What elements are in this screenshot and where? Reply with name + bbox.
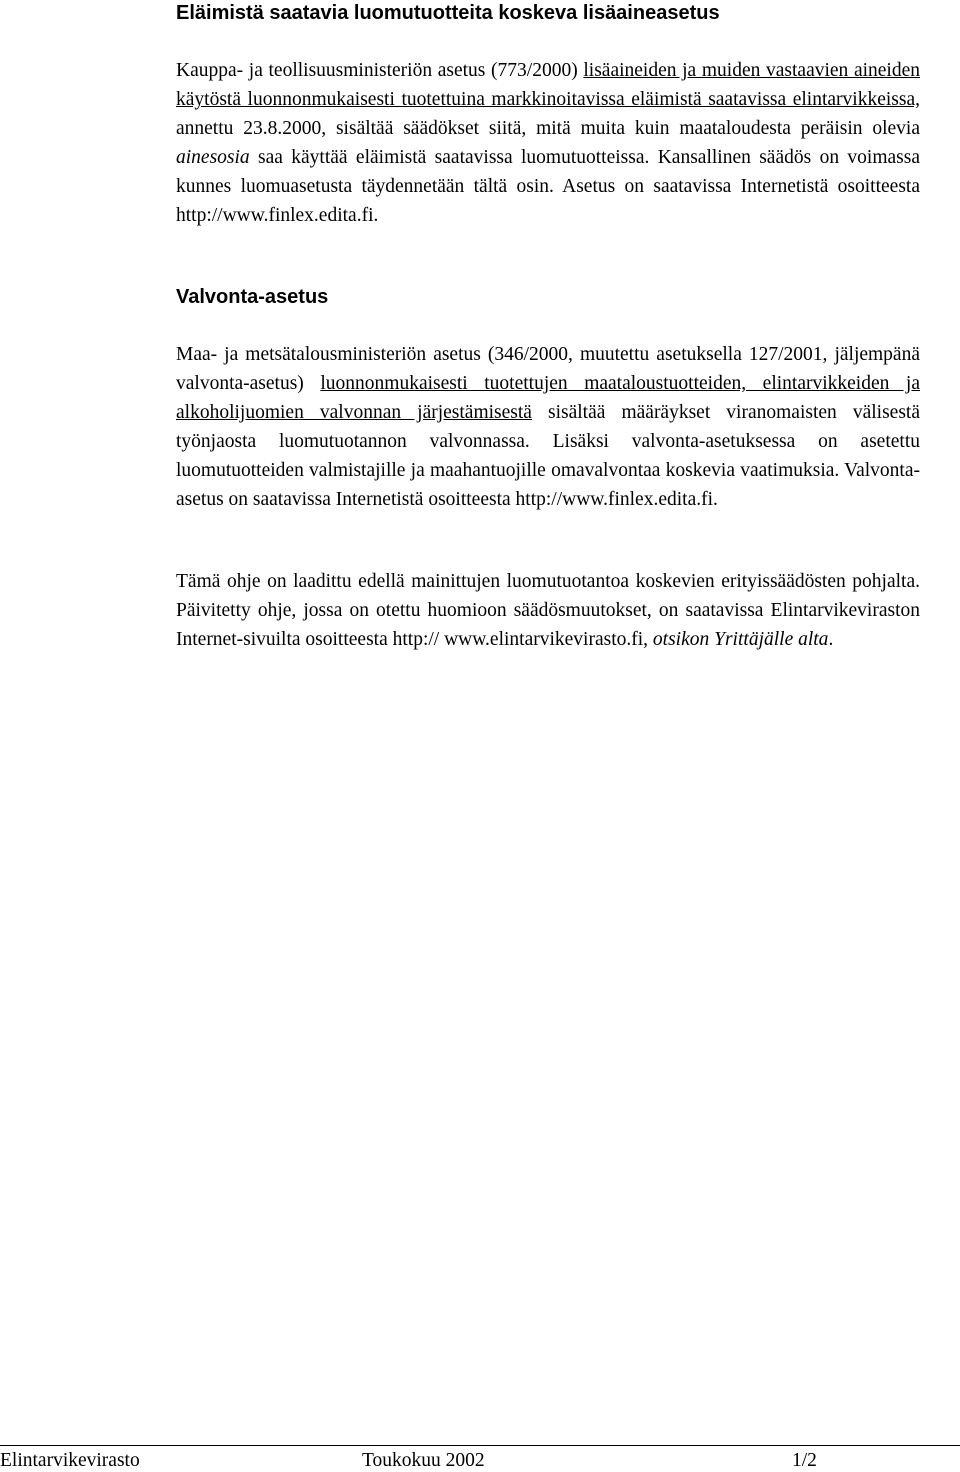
footer-date: Toukokuu 2002 xyxy=(362,1450,485,1471)
paragraph-text: annettu 23.8.2000, sisältää säädökset siitä, mitä muita kuin maataloudesta peräisin olevia xyxy=(176,118,920,139)
emphasis-location: otsikon Yrittäjälle alta xyxy=(652,629,829,650)
paragraph-text: . xyxy=(828,629,834,650)
emphasis-term: ainesosia xyxy=(176,147,250,168)
paragraph-text: sisältää määräykset viranomaisten välisestä työnjaosta luomutuotannon valvonnassa. Lisäksi valvonta-asetuksessa on asetettu luomutuotteiden valmistajille ja maahantuojille omavalvontaa koskevia vaatimuksia. Valvonta-asetus on saatavissa Internetistä osoitteesta http://www.finlex.edita.fi. xyxy=(176,402,920,510)
regulation-title-link: lisäaineiden ja muiden vastaavien aineiden käytöstä luonnonmukaisesti tuotettuina markkinoitavissa eläimistä saatavissa elintarvikkeissa, xyxy=(176,60,920,110)
footer-organization: Elintarvikevirasto xyxy=(0,1450,140,1471)
footer-divider xyxy=(0,1445,960,1446)
section-heading-valvonta: Valvonta-asetus xyxy=(176,286,329,308)
paragraph-control-regulation xyxy=(176,340,920,514)
footer-page-number: 1/2 xyxy=(792,1450,817,1471)
paragraph-text: Tämä ohje on laadittu edellä mainittujen luomutuotantoa koskevien erityissäädösten pohjalta. Päivitetty ohje, jossa on otettu huomioon säädösmuutokset, on saatavissa Elintarvikeviraston Internet-sivuilta osoitteesta http:// www.elintarvikevirasto.fi, xyxy=(176,571,920,650)
paragraph-guide-info xyxy=(176,567,920,654)
paragraph-text: Maa- ja metsätalousministeriön asetus (346/2000, muutettu asetuksella 127/2001, jäljempänä valvonta-asetus) xyxy=(176,344,920,394)
page-title: Eläimistä saatavia luomutuotteita koskeva lisäaineasetus xyxy=(176,2,720,24)
regulation-title-link: luonnonmukaisesti tuotettujen maataloustuotteiden, elintarvikkeiden ja alkoholijuomien valvonnan järjestämisestä xyxy=(176,373,920,423)
paragraph-text: Kauppa- ja teollisuusministeriön asetus (773/2000) xyxy=(176,60,584,81)
paragraph-text: saa käyttää eläimistä saatavissa luomutuotteissa. Kansallinen säädös on voimassa kunnes luomuasetusta täydennetään tältä osin. Asetus on saatavissa Internetistä osoitteesta http://www.finlex.edita.fi. xyxy=(176,147,920,226)
paragraph-additives-regulation xyxy=(176,56,920,230)
